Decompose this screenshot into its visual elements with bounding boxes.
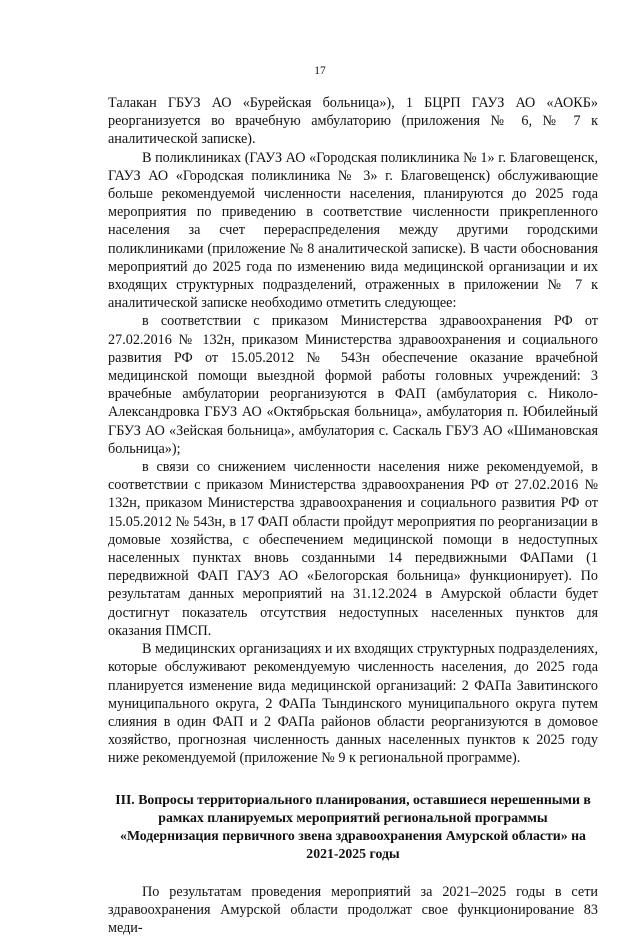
paragraph-medical-organizations: В медицинских организациях и их входящих структурных подразделениях, которые обслуживают рекомендуемую численность населения, до 2025 года планируется изменение вида медицинской организаций: 2 ФАПа Завитинского муниципального округа, 2 ФАПа Тындинского муниципального округа путем слияния в один ФАП и 2 ФАПа районов области реорганизуются в домовое хозяйство, прогнозная численность данных населенных пунктов к 2025 году ниже рекомендуемой (приложение № 9 к региональной программе). [108,641,598,767]
paragraph-polyclinics: В поликлиниках (ГАУЗ АО «Городская поликлиника № 1» г. Благовещенск, ГАУЗ АО «Городская поликлиника № 3» г. Благовещенск) обслуживающие больше рекомендуемой численности населения, планируются до 2025 года мероприятия по приведению в соответствие численности прикрепленного населения за счет перераспределения между другими городскими поликлиниками (приложение № 8 аналитической записке). В части обоснования мероприятий до 2025 года по изменению вида медицинской организации и их входящих структурных подразделений, отраженных в приложении № 7 к аналитической записке необходимо отметить следующее: [108,149,598,312]
paragraph-continuation: Талакан ГБУЗ АО «Бурейская больница»), 1 БЦРП ГАУЗ АО «АОКБ» реорганизуется во врачебную амбулаторию (приложения № 6, № 7 к аналитической записке). [108,95,598,148]
paragraph-ambulatories: в соответствии с приказом Министерства здравоохранения РФ от 27.02.2016 № 132н, приказом Министерства здравоохранения и социального развития РФ от 15.05.2012 № 543н обеспечение оказание врачебной медицинской помощи выездной формой работы головных учреждений: 3 врачебные амбулатории реорганизуются в ФАП (амбулатория с. Николо-Александровка ГБУЗ АО «Октябрьская больница», амбулатория п. Юбилейный ГБУЗ АО «Зейская больница», амбулатория с. Саскаль ГБУЗ АО «Шимановская больница»); [108,313,598,457]
paragraph-fap-reorganization: в связи со снижением численности населения ниже рекомендуемой, в соответствии с приказом Министерства здравоохранения РФ от 27.02.2016 № 132н, приказом Министерства здравоохранения и социального развития РФ от 15.05.2012 № 543н, в 17 ФАП области пройдут мероприятия по реорганизации в домовые хозяйства, с обеспечением медицинской помощи в недоступных населенных пунктах вновь созданными 14 передвижными ФАПами (1 передвижной ФАП ГАУЗ АО «Белогорская больница» функционирует). По результатам данных мероприятий на 31.12.2024 в Амурской области будет достигнут показатель отсутствия недоступных населенных пунктов для оказания ПМСП. [108,459,598,639]
document-body [108,94,598,937]
paragraph-results: По результатам проведения мероприятий за 2021–2025 годы в сети здравоохранения Амурской области продолжат свое функционирование 83 меди- [108,883,598,936]
page-number: 17 [314,65,326,77]
section-heading: III. Вопросы территориального планирования, оставшиеся нерешенными в рамках планируемых мероприятий региональной программы «Модернизация первичного звена здравоохранения Амурской области» на 2021-2025 годы [115,791,591,861]
